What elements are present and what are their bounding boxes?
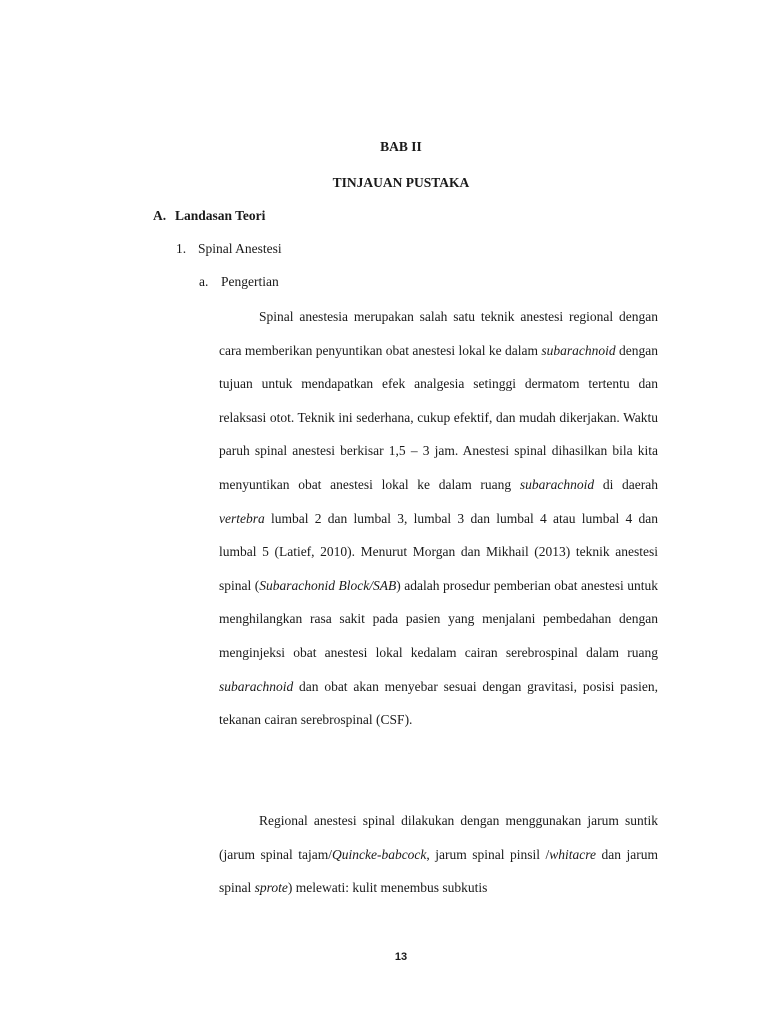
paragraph-text: dan jarum spinal [219, 846, 659, 896]
italic-term: subarachnoid [519, 476, 595, 492]
paragraph-text: ) melewati: kulit menembus subkutis [287, 880, 488, 896]
paragraph-text: , jarum spinal pinsil / [426, 846, 550, 862]
paragraph-text: ) adalah prosedur pemberian obat anestesi untuk menghilangkan rasa sakit pada pasien yang menjalani pembedahan dengan menginjeksi obat anestesi lokal kedalam cairan serebrospinal dalam ruang [219, 577, 658, 660]
italic-term: whitacre [549, 846, 597, 862]
italic-term: subarachnoid [541, 342, 616, 358]
subsection-number: 1. [176, 241, 187, 256]
paragraph-text: Regional anestesi spinal dilakukan dengan menggunakan jarum suntik (jarum spinal tajam/ [219, 813, 658, 862]
subsection-title: Spinal Anestesi [198, 241, 282, 256]
section-title: Landasan Teori [175, 208, 266, 223]
paragraph-1 [219, 300, 658, 737]
italic-term: Quincke-babcock [331, 846, 427, 862]
paragraph-text: di daerah [594, 476, 658, 492]
paragraph-text: dengan tujuan untuk mendapatkan efek analgesia setinggi dermatom tertentu dan relaksasi otot. Teknik ini sederhana, cukup efektif, dan mudah dikerjakan. Waktu paruh spinal anestesi berkisar 1,5 – 3 jam. Anestesi spinal dihasilkan bila kita menyuntikan obat anestesi lokal ke dalam ruang [219, 342, 658, 492]
subsubsection-heading [199, 274, 279, 290]
subsection-heading [176, 241, 282, 257]
subsubsection-number: a. [199, 274, 209, 289]
page-number: 13 [394, 951, 408, 963]
subsubsection-title: Pengertian [221, 274, 279, 289]
italic-term: Subarachonid Block/SAB [259, 577, 397, 593]
section-heading [153, 208, 265, 224]
paragraph-text: Spinal anestesia merupakan salah satu teknik anestesi regional dengan cara memberikan penyuntikan obat anestesi lokal ke dalam [219, 309, 658, 358]
paragraph-text: dan obat akan menyebar sesuai dengan gravitasi, posisi pasien, tekanan cairan serebrospinal (CSF). [219, 678, 658, 728]
section-number: A. [153, 208, 167, 223]
chapter-title: TINJAUAN PUSTAKA [332, 175, 470, 190]
paragraph-text: lumbal 2 dan lumbal 3, lumbal 3 dan lumbal 4 atau lumbal 4 dan lumbal 5 (Latief, 2010). Menurut Morgan dan Mikhail (2013) teknik anestesi spinal ( [219, 510, 658, 593]
italic-term: subarachnoid [219, 678, 294, 694]
paragraph-2 [219, 804, 658, 905]
italic-term: vertebra [219, 510, 265, 526]
chapter-heading: BAB II [380, 139, 422, 154]
italic-term: sprote [254, 880, 288, 896]
